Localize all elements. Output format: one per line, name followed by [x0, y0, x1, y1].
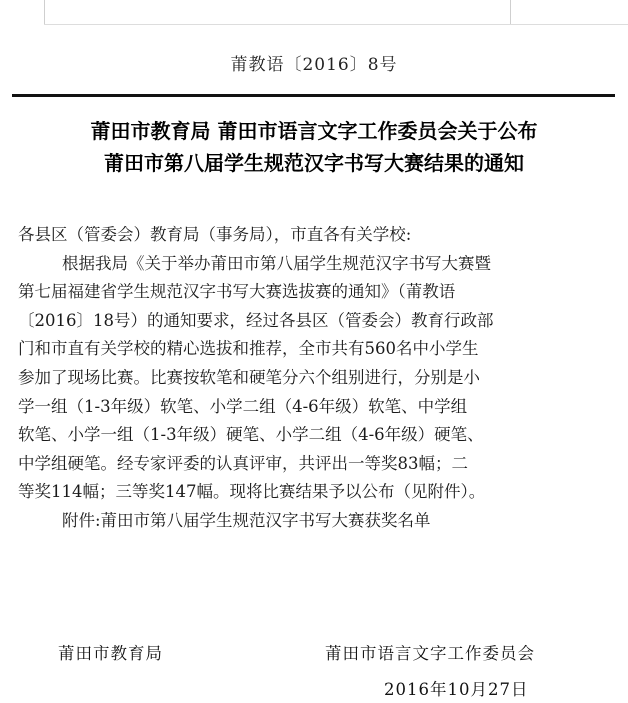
- title-line-2: 莆田市第八届学生规范汉字书写大赛结果的通知: [104, 151, 524, 175]
- title-line-1: 莆田市教育局 莆田市语言文字工作委员会关于公布: [90, 119, 538, 143]
- body-line: 根据我局《关于举办莆田市第八届学生规范汉字书写大赛暨: [62, 253, 491, 273]
- body-line: 中学组硬笔。经专家评委的认真评审，共评出一等奖83幅；二: [18, 453, 468, 473]
- document-title: [0, 115, 628, 179]
- body-line: 参加了现场比赛。比赛按软笔和硬笔分六个组别进行，分别是小: [18, 367, 480, 387]
- frame-line-bottom: [44, 24, 628, 25]
- attachment-line: 附件:莆田市第八届学生规范汉字书写大赛获奖名单: [62, 510, 431, 530]
- header-divider: [12, 94, 615, 97]
- page-frame-top: [0, 0, 628, 26]
- frame-line-right: [510, 0, 511, 24]
- signature-right: 莆田市语言文字工作委员会: [325, 644, 535, 663]
- document-body: [18, 221, 618, 536]
- body-line: 〔2016〕18号）的通知要求，经过各县区（管委会）教育行政部: [18, 310, 494, 330]
- body-line: 等奖114幅；三等奖147幅。现将比赛结果予以公布（见附件）。: [18, 482, 486, 502]
- body-line: 学一组（1-3年级）软笔、小学二组（4-6年级）软笔、中学组: [18, 396, 468, 416]
- frame-line-left: [44, 0, 45, 24]
- signature-left: 莆田市教育局: [58, 644, 163, 663]
- salutation: 各县区（管委会）教育局（事务局），市直各有关学校:: [18, 225, 412, 244]
- body-line: 软笔、小学一组（1-3年级）硬笔、小学二组（4-6年级）硬笔、: [18, 425, 484, 445]
- body-line: 门和市直有关学校的精心选拔和推荐，全市共有560名中小学生: [18, 339, 479, 359]
- body-line: 第七届福建省学生规范汉字书写大赛选拔赛的通知》（莆教语: [18, 282, 456, 302]
- document-number: 莆教语〔2016〕8号: [230, 55, 398, 75]
- issue-date: 2016年10月27日: [384, 680, 529, 699]
